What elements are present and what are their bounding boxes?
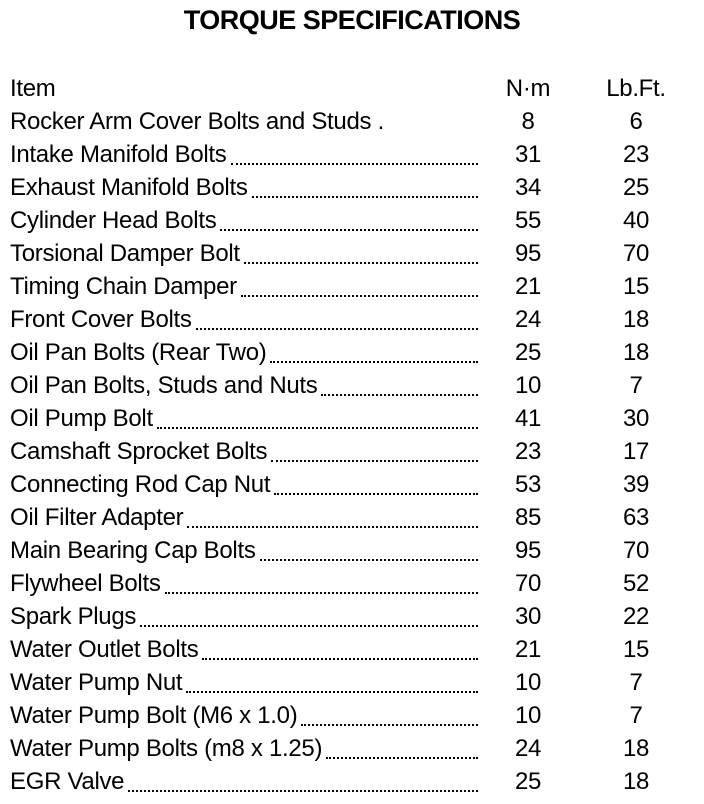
table-row — [10, 667, 700, 700]
item-cell — [10, 601, 478, 632]
page-title: TORQUE SPECIFICATIONS — [183, 5, 521, 35]
item-cell — [10, 766, 478, 797]
lbft-value: 17 — [622, 438, 650, 465]
item-name: Oil Filter Adapter — [10, 504, 184, 531]
table-row — [10, 634, 700, 667]
nm-value: 24 — [514, 735, 542, 762]
item-name: Oil Pan Bolts, Studs and Nuts — [10, 372, 318, 399]
nm-value: 95 — [514, 537, 542, 564]
dot-leader — [157, 427, 478, 429]
table-row — [10, 700, 700, 733]
item-cell — [10, 535, 478, 566]
nm-value: 41 — [514, 405, 542, 432]
dot-leader — [270, 361, 478, 363]
item-cell — [10, 172, 478, 203]
dot-leader — [196, 328, 478, 330]
dot-leader — [186, 691, 478, 693]
dot-leader — [165, 592, 478, 594]
header-lbft: Lb.Ft. — [606, 75, 666, 102]
table-row — [10, 106, 700, 139]
table-row — [10, 733, 700, 766]
dot-leader — [128, 790, 478, 792]
item-name: Timing Chain Damper — [10, 273, 237, 300]
nm-value: 25 — [514, 768, 542, 795]
header-nm: N·m — [505, 75, 551, 102]
nm-value: 8 — [521, 108, 535, 135]
lbft-value: 63 — [622, 504, 650, 531]
nm-value: 30 — [514, 603, 542, 630]
item-cell — [10, 502, 478, 533]
table-row — [10, 370, 700, 403]
nm-value: 95 — [514, 240, 542, 267]
nm-value: 34 — [514, 174, 542, 201]
table-row — [10, 535, 700, 568]
dot-leader — [274, 493, 478, 495]
lbft-value: 15 — [622, 273, 650, 300]
table-row — [10, 601, 700, 634]
dot-leader — [140, 625, 478, 627]
item-name: Front Cover Bolts — [10, 306, 192, 333]
table-row — [10, 238, 700, 271]
nm-value: 25 — [514, 339, 542, 366]
nm-value: 85 — [514, 504, 542, 531]
nm-value: 31 — [514, 141, 542, 168]
item-cell — [10, 271, 478, 302]
item-name: Water Pump Bolts (m8 x 1.25) — [10, 735, 323, 762]
item-name: Water Outlet Bolts — [10, 636, 199, 663]
item-cell — [10, 667, 478, 698]
table-row — [10, 205, 700, 238]
item-cell — [10, 469, 478, 500]
dot-leader — [301, 724, 478, 726]
nm-value: 10 — [514, 372, 542, 399]
dot-leader — [241, 295, 478, 297]
item-name: Oil Pan Bolts (Rear Two) — [10, 339, 267, 366]
lbft-value: 15 — [622, 636, 650, 663]
table-row — [10, 436, 700, 469]
item-name: Torsional Damper Bolt — [10, 240, 240, 267]
item-name: Connecting Rod Cap Nut — [10, 471, 271, 498]
nm-value: 10 — [514, 702, 542, 729]
dot-leader — [321, 394, 478, 396]
lbft-value: 7 — [629, 372, 643, 399]
header-item-label: Item — [10, 75, 56, 102]
lbft-value: 25 — [622, 174, 650, 201]
table-body — [10, 106, 700, 799]
item-name: Flywheel Bolts — [10, 570, 161, 597]
nm-value: 21 — [514, 273, 542, 300]
lbft-value: 70 — [622, 537, 650, 564]
dot-leader — [326, 757, 478, 759]
lbft-value: 30 — [622, 405, 650, 432]
item-cell — [10, 106, 478, 137]
item-cell — [10, 304, 478, 335]
table-row — [10, 304, 700, 337]
item-cell — [10, 238, 478, 269]
nm-value: 53 — [514, 471, 542, 498]
table-header-row — [10, 73, 700, 106]
lbft-value: 22 — [622, 603, 650, 630]
lbft-value: 52 — [622, 570, 650, 597]
header-item — [10, 73, 478, 104]
torque-spec-table — [10, 73, 700, 799]
lbft-value: 7 — [629, 669, 643, 696]
dot-leader — [220, 229, 478, 231]
item-name: Exhaust Manifold Bolts — [10, 174, 248, 201]
lbft-value: 23 — [622, 141, 650, 168]
nm-value: 23 — [514, 438, 542, 465]
dot-leader — [187, 526, 478, 528]
nm-value: 55 — [514, 207, 542, 234]
nm-value: 24 — [514, 306, 542, 333]
item-cell — [10, 568, 478, 599]
item-name: Main Bearing Cap Bolts — [10, 537, 256, 564]
item-name: EGR Valve — [10, 768, 125, 795]
table-row — [10, 139, 700, 172]
dot-leader — [231, 163, 479, 165]
item-name: Rocker Arm Cover Bolts and Studs . — [10, 108, 384, 135]
item-name: Water Pump Bolt (M6 x 1.0) — [10, 702, 298, 729]
lbft-value: 7 — [629, 702, 643, 729]
dot-leader — [260, 559, 478, 561]
item-cell — [10, 403, 478, 434]
table-row — [10, 766, 700, 799]
lbft-value: 70 — [622, 240, 650, 267]
item-name: Intake Manifold Bolts — [10, 141, 227, 168]
item-cell — [10, 634, 478, 665]
item-cell — [10, 733, 478, 764]
table-row — [10, 337, 700, 370]
lbft-value: 40 — [622, 207, 650, 234]
item-cell — [10, 370, 478, 401]
table-row — [10, 469, 700, 502]
dot-leader — [252, 196, 478, 198]
item-name: Cylinder Head Bolts — [10, 207, 217, 234]
lbft-value: 39 — [622, 471, 650, 498]
table-row — [10, 172, 700, 205]
nm-value: 10 — [514, 669, 542, 696]
item-name: Spark Plugs — [10, 603, 137, 630]
table-row — [10, 568, 700, 601]
dot-leader — [244, 262, 478, 264]
lbft-value: 18 — [622, 768, 650, 795]
lbft-value: 18 — [622, 306, 650, 333]
lbft-value: 6 — [629, 108, 643, 135]
item-name: Oil Pump Bolt — [10, 405, 153, 432]
item-cell — [10, 436, 478, 467]
nm-value: 70 — [514, 570, 542, 597]
nm-value: 21 — [514, 636, 542, 663]
lbft-value: 18 — [622, 339, 650, 366]
item-cell — [10, 337, 478, 368]
item-name: Water Pump Nut — [10, 669, 183, 696]
item-name: Camshaft Sprocket Bolts — [10, 438, 268, 465]
item-cell — [10, 139, 478, 170]
dot-leader — [271, 460, 478, 462]
table-row — [10, 502, 700, 535]
lbft-value: 18 — [622, 735, 650, 762]
item-cell — [10, 205, 478, 236]
table-row — [10, 271, 700, 304]
dot-leader — [202, 658, 478, 660]
item-cell — [10, 700, 478, 731]
table-row — [10, 403, 700, 436]
